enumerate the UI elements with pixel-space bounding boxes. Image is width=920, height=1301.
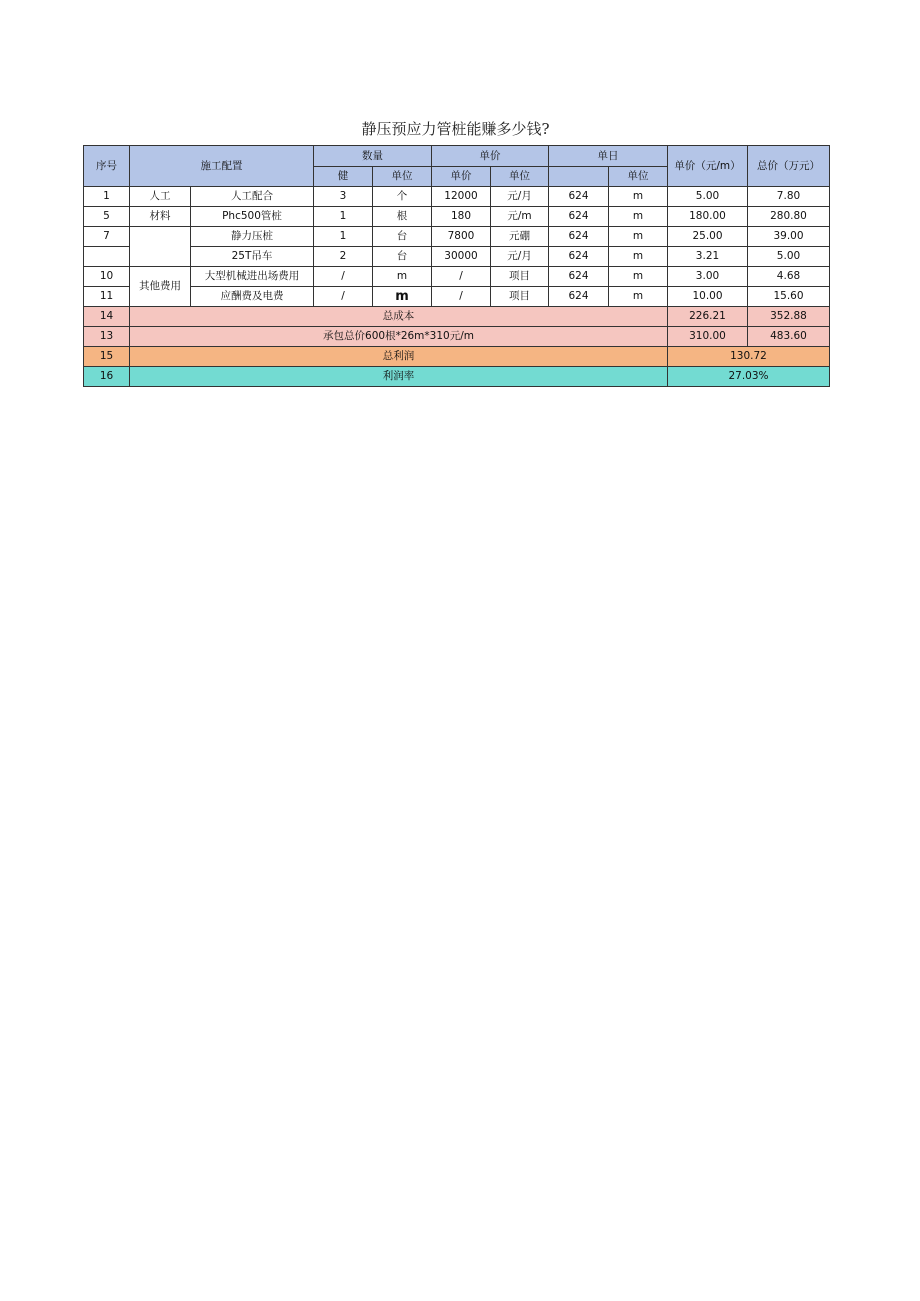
- cell-price: /: [432, 287, 491, 307]
- cell-seq: 13: [84, 327, 130, 347]
- table-row: [84, 247, 830, 267]
- cost-table: [83, 145, 830, 387]
- cell-unit-price: 10.00: [668, 287, 748, 307]
- cell-price-unit: 元/m: [491, 207, 549, 227]
- header-price: 单价: [432, 146, 549, 167]
- cell-seq: 7: [84, 227, 130, 247]
- header-quantity-count: 健: [314, 167, 373, 187]
- profit-value: 130.72: [668, 347, 830, 367]
- cell-qty: 1: [314, 207, 373, 227]
- cell-price: 180: [432, 207, 491, 227]
- cell-price: 30000: [432, 247, 491, 267]
- contract-label: 承包总价600根*26m*310元/m: [130, 327, 668, 347]
- table-row: [84, 207, 830, 227]
- cell-category: 人工: [130, 187, 191, 207]
- header-price-value: 单价: [432, 167, 491, 187]
- header-quantity: 数量: [314, 146, 432, 167]
- cell-unit-price: 25.00: [668, 227, 748, 247]
- profit-rate-value: 27.03%: [668, 367, 830, 387]
- profit-rate-label: 利润率: [130, 367, 668, 387]
- cell-price: 12000: [432, 187, 491, 207]
- cell-seq: 5: [84, 207, 130, 227]
- cell-daily: 624: [549, 207, 609, 227]
- header-seq: 序号: [84, 146, 130, 187]
- cell-price-unit: 元/月: [491, 247, 549, 267]
- cell-price-unit: 元/月: [491, 187, 549, 207]
- cell-qty-unit: 根: [373, 207, 432, 227]
- cell-seq: 1: [84, 187, 130, 207]
- cell-category: 其他费用: [130, 267, 191, 307]
- cell-qty-unit: m: [373, 267, 432, 287]
- page-title: 静压预应力管桩能赚多少钱?: [361, 120, 550, 138]
- cell-unit-price: 3.21: [668, 247, 748, 267]
- header-unit-price: 单价（元/m）: [668, 146, 748, 187]
- profit-rate-row: [84, 367, 830, 387]
- header-total-price: 总价（万元）: [748, 146, 830, 187]
- cell-seq: 16: [84, 367, 130, 387]
- cell-unit-price: 3.00: [668, 267, 748, 287]
- cell-qty-unit: 个: [373, 187, 432, 207]
- cell-item: 大型机械进出场费用: [191, 267, 314, 287]
- cell-daily-unit: m: [609, 187, 668, 207]
- total-cost-row: [84, 307, 830, 327]
- header-daily: 单日: [549, 146, 668, 167]
- header-daily-unit: 单位: [609, 167, 668, 187]
- cell-seq: 11: [84, 287, 130, 307]
- cell-item: Phc500管桩: [191, 207, 314, 227]
- cell-daily: 624: [549, 187, 609, 207]
- cell-item: 静力压桩: [191, 227, 314, 247]
- cell-price: /: [432, 267, 491, 287]
- cell-daily-unit: m: [609, 287, 668, 307]
- cell-item: 25T吊车: [191, 247, 314, 267]
- table-row: [84, 267, 830, 287]
- profit-label: 总利润: [130, 347, 668, 367]
- cell-daily-unit: m: [609, 267, 668, 287]
- total-cost-unit-price: 226.21: [668, 307, 748, 327]
- cell-daily: 624: [549, 267, 609, 287]
- cell-seq: [84, 247, 130, 267]
- cell-seq: 15: [84, 347, 130, 367]
- cell-qty-unit: m: [373, 287, 432, 307]
- header-daily-value: [549, 167, 609, 187]
- cell-total: 7.80: [748, 187, 830, 207]
- cell-total: 15.60: [748, 287, 830, 307]
- cell-qty: /: [314, 287, 373, 307]
- cell-total: 280.80: [748, 207, 830, 227]
- cell-item: 应酬费及电费: [191, 287, 314, 307]
- profit-row: [84, 347, 830, 367]
- cell-unit-price: 5.00: [668, 187, 748, 207]
- cell-qty: /: [314, 267, 373, 287]
- cell-total: 5.00: [748, 247, 830, 267]
- cell-daily: 624: [549, 287, 609, 307]
- cell-price-unit: 项目: [491, 267, 549, 287]
- cell-unit-price: 180.00: [668, 207, 748, 227]
- cell-total: 4.68: [748, 267, 830, 287]
- cell-daily-unit: m: [609, 247, 668, 267]
- contract-unit-price: 310.00: [668, 327, 748, 347]
- cell-price-unit: 项目: [491, 287, 549, 307]
- cell-price-unit: 元硼: [491, 227, 549, 247]
- cell-daily: 624: [549, 247, 609, 267]
- table-row: [84, 227, 830, 247]
- cell-item: 人工配合: [191, 187, 314, 207]
- header-row-1: [84, 146, 830, 167]
- cell-category-blank: [130, 227, 191, 267]
- table-row: [84, 187, 830, 207]
- cell-total: 39.00: [748, 227, 830, 247]
- cell-seq: 14: [84, 307, 130, 327]
- cell-qty: 2: [314, 247, 373, 267]
- cell-seq: 10: [84, 267, 130, 287]
- cell-qty: 3: [314, 187, 373, 207]
- cell-daily-unit: m: [609, 207, 668, 227]
- header-quantity-unit: 单位: [373, 167, 432, 187]
- cell-category: 材料: [130, 207, 191, 227]
- contract-row: [84, 327, 830, 347]
- table-row: [84, 287, 830, 307]
- cell-daily-unit: m: [609, 227, 668, 247]
- cell-daily: 624: [549, 227, 609, 247]
- header-price-unit: 单位: [491, 167, 549, 187]
- total-cost-label: 总成本: [130, 307, 668, 327]
- cell-qty-unit: 台: [373, 227, 432, 247]
- header-config: 施工配置: [130, 146, 314, 187]
- total-cost-total: 352.88: [748, 307, 830, 327]
- cell-price: 7800: [432, 227, 491, 247]
- cell-qty-unit: 台: [373, 247, 432, 267]
- cell-qty: 1: [314, 227, 373, 247]
- contract-total: 483.60: [748, 327, 830, 347]
